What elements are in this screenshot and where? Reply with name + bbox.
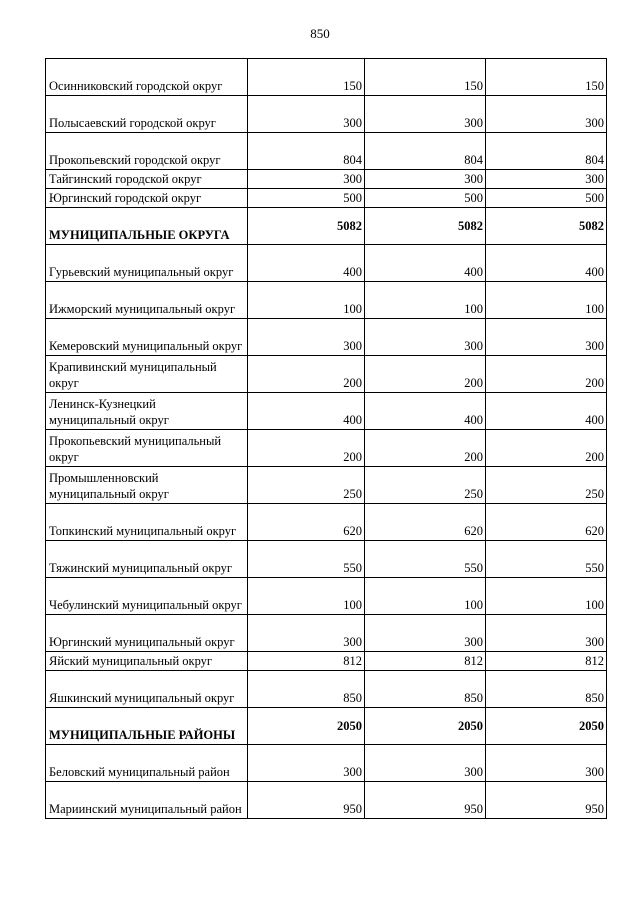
value-cell-1: 150 [248,59,365,96]
page-number: 850 [310,26,330,41]
table-row [46,59,607,96]
value-cell-3: 250 [486,467,607,504]
value-cell-3: 500 [486,189,607,208]
value-cell-3: 5082 [486,208,607,245]
value-cell-3: 620 [486,504,607,541]
value-cell-2: 300 [365,96,486,133]
row-name: Кемеровский муниципальный округ [46,319,248,356]
value-cell-2: 300 [365,170,486,189]
table-row [46,356,607,393]
table-row [46,170,607,189]
value-cell-1: 620 [248,504,365,541]
table-row [46,133,607,170]
value-cell-2: 620 [365,504,486,541]
row-name: Чебулинский муниципальный округ [46,578,248,615]
value-cell-2: 200 [365,430,486,467]
value-cell-1: 550 [248,541,365,578]
value-cell-3: 300 [486,319,607,356]
row-name: Крапивинский муниципальный округ [46,356,248,393]
table-body [46,59,607,819]
row-name: Яйский муниципальный округ [46,652,248,671]
value-cell-1: 850 [248,671,365,708]
value-cell-3: 300 [486,615,607,652]
row-name: Полысаевский городской округ [46,96,248,133]
value-cell-1: 950 [248,782,365,819]
row-name: Юргинский городской округ [46,189,248,208]
row-name: Прокопьевский муниципальный округ [46,430,248,467]
value-cell-3: 400 [486,393,607,430]
value-cell-3: 950 [486,782,607,819]
table-row [46,652,607,671]
value-cell-1: 300 [248,96,365,133]
value-cell-1: 100 [248,282,365,319]
value-cell-3: 300 [486,170,607,189]
table-row [46,615,607,652]
table-row [46,745,607,782]
section-row [46,708,607,745]
value-cell-1: 300 [248,745,365,782]
value-cell-1: 250 [248,467,365,504]
row-name: Прокопьевский городской округ [46,133,248,170]
value-cell-1: 200 [248,430,365,467]
row-name: Ижморский муниципальный округ [46,282,248,319]
value-cell-2: 400 [365,393,486,430]
value-cell-2: 850 [365,671,486,708]
value-cell-1: 300 [248,170,365,189]
section-row [46,208,607,245]
allocation-table [45,58,607,819]
table-row [46,782,607,819]
value-cell-1: 100 [248,578,365,615]
row-name: Юргинский муниципальный округ [46,615,248,652]
value-cell-2: 2050 [365,708,486,745]
row-name: Топкинский муниципальный округ [46,504,248,541]
value-cell-2: 812 [365,652,486,671]
value-cell-3: 850 [486,671,607,708]
value-cell-2: 100 [365,578,486,615]
value-cell-2: 150 [365,59,486,96]
value-cell-3: 100 [486,578,607,615]
value-cell-3: 200 [486,430,607,467]
table-row [46,578,607,615]
value-cell-2: 300 [365,319,486,356]
row-name: Мариинский муниципальный район [46,782,248,819]
table-row [46,189,607,208]
value-cell-1: 200 [248,356,365,393]
row-name: МУНИЦИПАЛЬНЫЕ ОКРУГА [46,208,248,245]
row-name: Ленинск-Кузнецкий муниципальный округ [46,393,248,430]
value-cell-2: 400 [365,245,486,282]
table-row [46,467,607,504]
table-row [46,430,607,467]
value-cell-3: 812 [486,652,607,671]
value-cell-2: 804 [365,133,486,170]
value-cell-1: 812 [248,652,365,671]
value-cell-1: 300 [248,319,365,356]
value-cell-2: 5082 [365,208,486,245]
value-cell-3: 300 [486,96,607,133]
value-cell-2: 500 [365,189,486,208]
value-cell-1: 300 [248,615,365,652]
table-row [46,393,607,430]
row-name: Осинниковский городской округ [46,59,248,96]
value-cell-1: 2050 [248,708,365,745]
table-row [46,319,607,356]
value-cell-2: 950 [365,782,486,819]
value-cell-2: 300 [365,615,486,652]
table-row [46,541,607,578]
value-cell-3: 200 [486,356,607,393]
row-name: Беловский муниципальный район [46,745,248,782]
row-name: Промышленновский муниципальный округ [46,467,248,504]
value-cell-3: 400 [486,245,607,282]
value-cell-2: 550 [365,541,486,578]
row-name: Гурьевский муниципальный округ [46,245,248,282]
table-row [46,96,607,133]
table-row [46,245,607,282]
row-name: Тайгинский городской округ [46,170,248,189]
value-cell-3: 150 [486,59,607,96]
value-cell-2: 250 [365,467,486,504]
value-cell-1: 400 [248,245,365,282]
table-row [46,671,607,708]
row-name: Яшкинский муниципальный округ [46,671,248,708]
value-cell-3: 550 [486,541,607,578]
table-row [46,282,607,319]
row-name: МУНИЦИПАЛЬНЫЕ РАЙОНЫ [46,708,248,745]
value-cell-1: 804 [248,133,365,170]
value-cell-1: 400 [248,393,365,430]
value-cell-3: 300 [486,745,607,782]
value-cell-3: 100 [486,282,607,319]
row-name: Тяжинский муниципальный округ [46,541,248,578]
table-row [46,504,607,541]
value-cell-3: 2050 [486,708,607,745]
value-cell-1: 500 [248,189,365,208]
value-cell-2: 200 [365,356,486,393]
value-cell-2: 100 [365,282,486,319]
value-cell-1: 5082 [248,208,365,245]
value-cell-3: 804 [486,133,607,170]
value-cell-2: 300 [365,745,486,782]
